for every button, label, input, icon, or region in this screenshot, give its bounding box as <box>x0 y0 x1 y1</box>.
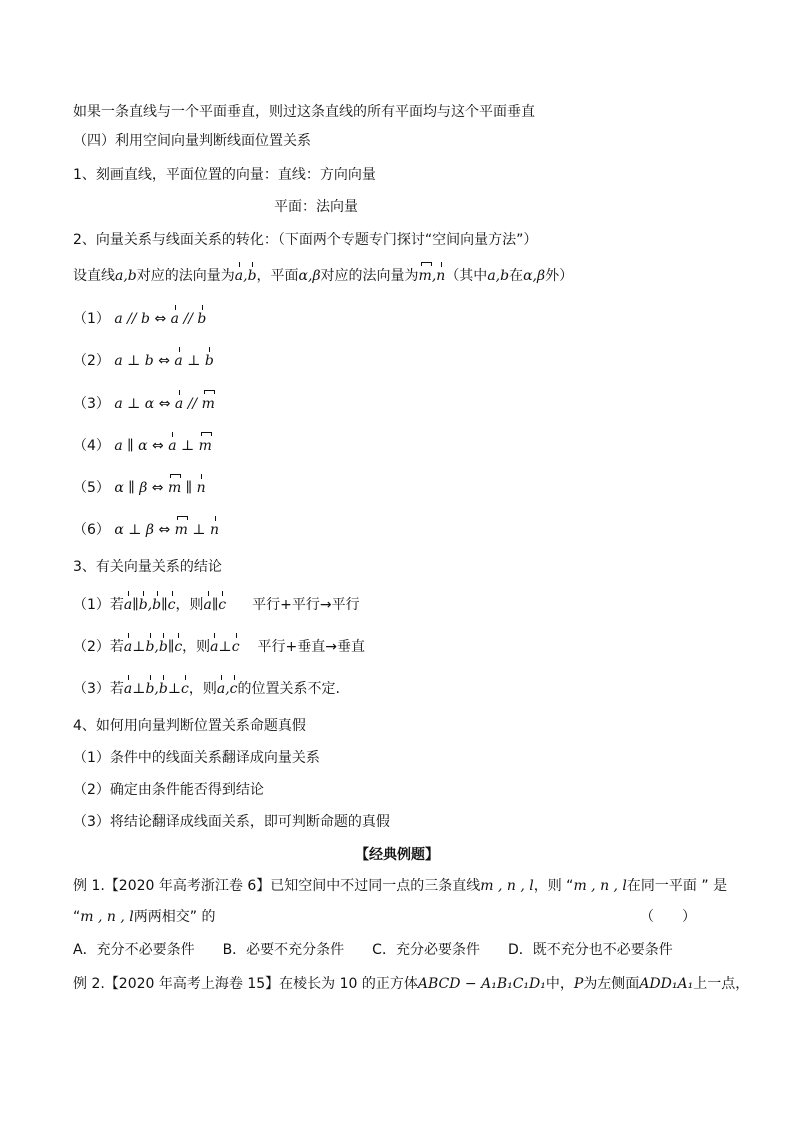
setup-text: 在 <box>509 268 524 284</box>
point-1-normal: 平面：法向量 <box>274 199 358 215</box>
vector-w: n <box>196 480 206 496</box>
conclusion-num: （1） <box>73 597 110 613</box>
vector-w: m <box>198 438 212 454</box>
if-text: 若 <box>109 681 124 697</box>
relation-row <box>73 310 206 328</box>
iff-symbol: ⇔ <box>152 438 164 454</box>
relation-row <box>73 352 214 370</box>
conclusion-num: （2） <box>73 639 110 655</box>
iff-symbol: ⇔ <box>158 353 170 369</box>
conclusion-note: 的位置关系不定. <box>237 681 340 697</box>
vector: b <box>145 681 155 697</box>
setup-line <box>73 267 573 285</box>
vector-u: a <box>170 311 180 327</box>
math: , <box>243 268 248 284</box>
vector: c <box>167 597 176 613</box>
if-text: 若 <box>109 639 124 655</box>
relation-num: （1） <box>73 311 110 327</box>
example-1-line-2 <box>73 908 215 926</box>
relation-row <box>73 437 212 455</box>
vector: b <box>152 597 162 613</box>
relation-lhs: a ∥ α <box>114 438 148 454</box>
text: 两两相交” 的 <box>133 909 216 925</box>
intro-text: 如果一条直线与一个平面垂直，则过这条直线的所有平面均与这个平面垂直 <box>73 104 535 120</box>
vector: c <box>174 639 183 655</box>
vector: a <box>123 681 133 697</box>
vector: b <box>145 639 155 655</box>
vector: b <box>138 597 148 613</box>
text: 为左侧面 <box>583 976 640 992</box>
op: ∥ <box>132 597 139 613</box>
vector-n: n <box>436 268 446 284</box>
example-1-lead: 例 1.【2020 年高考浙江卷 6】已知空间中不过同一点的三条直线 <box>73 878 481 894</box>
iff-symbol: ⇔ <box>158 396 171 412</box>
relation-num: （4） <box>73 438 110 454</box>
math: a,b <box>115 268 137 284</box>
math: ADD₁A₁ <box>639 976 694 992</box>
setup-text: 外） <box>545 268 574 284</box>
setup-text: （其中 <box>445 268 488 284</box>
vector-u: a <box>168 438 177 454</box>
if-text: 若 <box>109 597 124 613</box>
math: α,β <box>298 268 321 284</box>
vector-u: m <box>174 522 188 538</box>
answer-paren: （ ） <box>640 909 696 925</box>
point-1-text: 1、刻画直线，平面位置的向量：直线：方向向量 <box>73 167 376 183</box>
relation-num: （5） <box>73 480 110 496</box>
point-4-title: 4、如何用向量判断位置关系命题真假 <box>73 718 306 734</box>
setup-text: 对应的法向量为 <box>136 268 235 284</box>
relation-op: // <box>183 311 193 327</box>
vector: a <box>123 597 133 613</box>
vector-w: m <box>201 396 215 412</box>
example-1-options: A．充分不必要条件 B．必要不充分条件 C．充分必要条件 D．既不充分也不必要条件 <box>73 942 673 958</box>
point-2-text: 2、向量关系与线面关系的转化：（下面两个专题专门探讨“空间向量方法”） <box>73 232 538 248</box>
vector: c <box>229 681 238 697</box>
section-4-title: （四）利用空间向量判断线面位置关系 <box>73 133 311 149</box>
vector: b <box>158 681 168 697</box>
relation-row <box>73 395 215 413</box>
relation-row <box>73 521 219 539</box>
op: ⊥ <box>218 639 232 655</box>
math: m , n , l <box>480 878 534 894</box>
then-text: ，则 <box>175 597 204 613</box>
vector-u: a <box>174 396 184 412</box>
math: m , n , l <box>573 878 627 894</box>
op: ∥ <box>161 597 168 613</box>
then-text: ，则 <box>188 681 217 697</box>
op: ∥ <box>211 597 219 613</box>
example-2-lead: 例 2.【2020 年高考上海卷 15】在棱长为 10 的正方体 <box>73 976 418 992</box>
vector-w: b <box>204 353 214 369</box>
vector-u: m <box>167 480 182 496</box>
relation-op: ⊥ <box>181 438 195 454</box>
conclusion-row: （1）若a∥b,b∥c，则a∥c 平行+平行→平行 <box>73 597 360 613</box>
setup-text: 对应的法向量为 <box>320 268 419 284</box>
conclusion-note: 平行+垂直→垂直 <box>257 639 365 655</box>
relation-row <box>73 479 206 497</box>
vector: b <box>158 639 168 655</box>
vector: c <box>218 597 227 613</box>
vector-m: m <box>418 268 432 284</box>
math: α,β <box>523 268 546 284</box>
step-item: （2）确定由条件能否得到结论 <box>73 782 264 798</box>
relation-num: （6） <box>73 522 110 538</box>
text: 上一点， <box>693 976 750 992</box>
iff-symbol: ⇔ <box>158 522 171 538</box>
setup-text: ，平面 <box>256 268 299 284</box>
vector: c <box>231 639 240 655</box>
relation-lhs: α ⊥ β <box>114 522 154 538</box>
relation-op: ⊥ <box>192 522 206 538</box>
vector: a <box>210 639 219 655</box>
then-text: ，则 <box>182 639 211 655</box>
text: ，则 “ <box>533 878 574 894</box>
setup-text: 设直线 <box>73 268 115 284</box>
relation-op: ∥ <box>185 480 193 496</box>
vector: c <box>181 681 189 697</box>
example-1-line-1 <box>73 877 727 895</box>
math: m , n , l <box>80 909 134 925</box>
math: P <box>573 976 584 992</box>
vector-u: a <box>174 353 183 369</box>
point-3-title: 3、有关向量关系的结论 <box>73 559 222 575</box>
conclusion-note: 平行+平行→平行 <box>252 597 360 613</box>
op: , <box>225 681 230 697</box>
relation-num: （2） <box>73 353 110 369</box>
op: ⊥ <box>167 681 182 697</box>
example-2-line <box>73 975 749 993</box>
step-item: （3）将结论翻译成线面关系，即可判断命题的真假 <box>73 814 390 830</box>
relation-op: // <box>187 396 198 412</box>
conclusion-row: （2）若a⊥b,b∥c，则a⊥c 平行+垂直→垂直 <box>73 639 365 655</box>
op: ∥ <box>167 639 175 655</box>
vector: a <box>203 597 212 613</box>
relation-lhs: a // b <box>114 311 151 327</box>
conclusion-row: （3）若a⊥b,b⊥c，则a,c的位置关系不定. <box>73 681 340 697</box>
math: , <box>431 268 437 284</box>
relation-lhs: α ∥ β <box>114 480 148 496</box>
vector-a: a <box>234 268 244 284</box>
vector: a <box>123 639 133 655</box>
relation-lhs: a ⊥ α <box>114 396 155 412</box>
op: ⊥ <box>132 681 146 697</box>
vector-w: n <box>210 522 220 538</box>
step-item: （1）条件中的线面关系翻译成向量关系 <box>73 750 320 766</box>
vector-w: b <box>197 311 207 327</box>
iff-symbol: ⇔ <box>154 311 167 327</box>
iff-symbol: ⇔ <box>151 480 164 496</box>
text: 在同一平面 ” 是 <box>626 878 728 894</box>
vector: a <box>216 681 226 697</box>
text: 中， <box>545 976 574 992</box>
op: ⊥ <box>132 639 146 655</box>
section-heading: 【经典例题】 <box>355 847 439 863</box>
conclusion-num: （3） <box>73 681 110 697</box>
math: a,b <box>487 268 510 284</box>
math: ABCD − A₁B₁C₁D₁ <box>417 976 546 992</box>
vector-b: b <box>247 268 257 284</box>
text: “ <box>73 909 81 925</box>
relation-num: （3） <box>73 396 110 412</box>
relation-op: ⊥ <box>187 353 201 369</box>
relation-lhs: a ⊥ b <box>114 353 154 369</box>
